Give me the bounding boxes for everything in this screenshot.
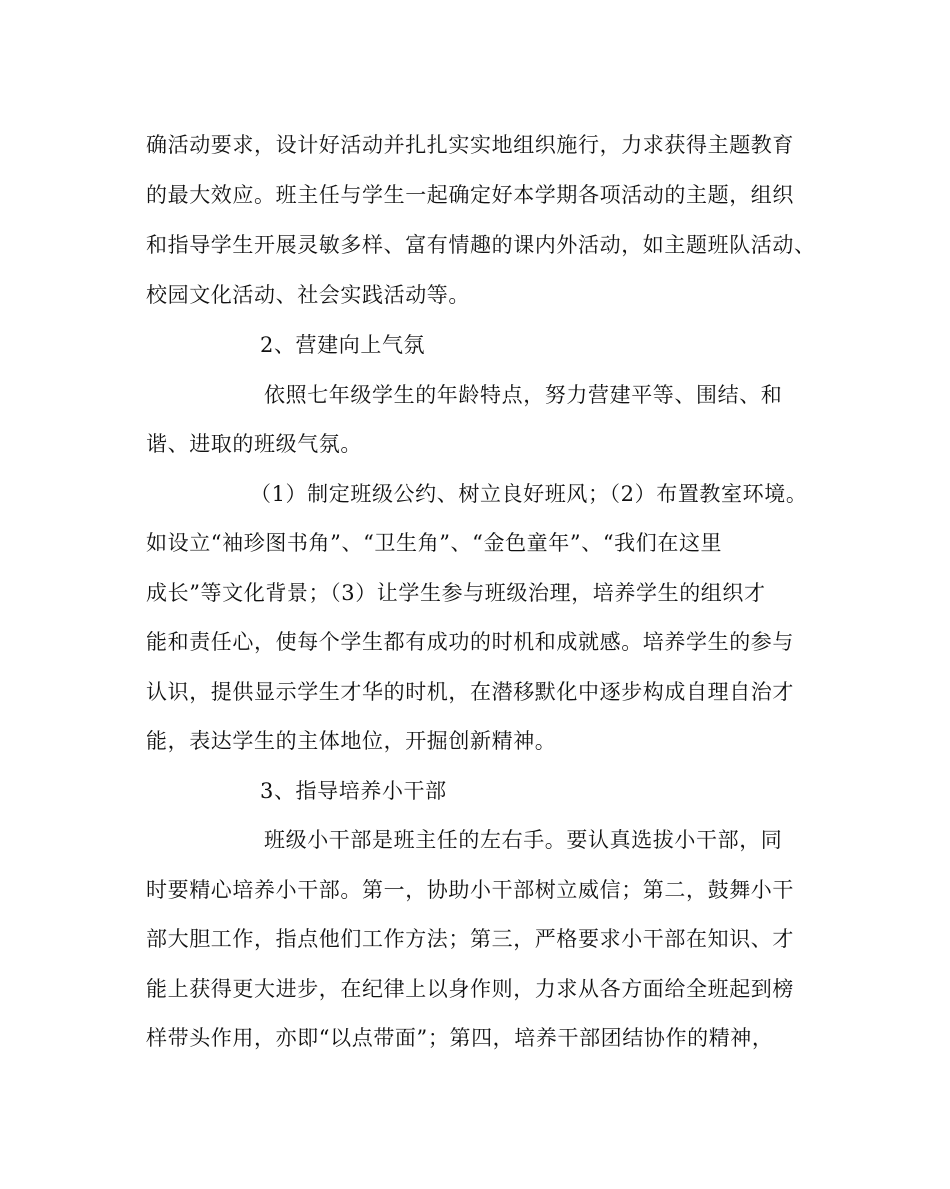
text-line: 校园文化活动、社会实践活动等。 bbox=[146, 283, 470, 307]
text-line: 的最大效应。班主任与学生一起确定好本学期各项活动的主题，组织 bbox=[146, 183, 794, 207]
text-line: 2、营建向上气氛 bbox=[260, 333, 426, 357]
text-line: 时要精心培养小干部。第一，协助小干部树立威信；第二，鼓舞小干 bbox=[146, 878, 794, 902]
text-line: 能和责任心，使每个学生都有成功的时机和成就感。培养学生的参与 bbox=[146, 630, 794, 654]
text-line: 成长”等文化背景；（3）让学生参与班级治理，培养学生的组织才 bbox=[146, 581, 766, 605]
text-line: 认识，提供显示学生才华的时机，在潜移默化中逐步构成自理自治才 bbox=[146, 680, 794, 704]
text-line: 能上获得更大进步，在纪律上以身作则，力求从各方面给全班起到榜 bbox=[146, 977, 794, 1001]
text-line: 依照七年级学生的年龄特点，努力营建平等、围结、和 bbox=[264, 383, 783, 407]
text-line: 如设立“袖珍图书角”、“卫生角”、“金色童年”、“我们在这里 bbox=[146, 531, 723, 555]
text-line: 班级小干部是班主任的左右手。要认真选拔小干部，同 bbox=[264, 828, 783, 852]
text-line: 能，表达学生的主体地位，开掘创新精神。 bbox=[146, 729, 557, 753]
text-line: 和指导学生开展灵敏多样、富有情趣的课内外活动，如主题班队活动、 bbox=[146, 233, 816, 257]
text-line: 3、指导培养小干部 bbox=[260, 779, 447, 803]
text-line: （1）制定班级公约、树立良好班风；（2）布置教室环境。 bbox=[250, 482, 808, 506]
text-line: 确活动要求，设计好活动并扎扎实实地组织施行，力求获得主题教育 bbox=[146, 133, 794, 157]
text-line: 样带头作用，亦即“以点带面”；第四，培养干部团结协作的精神， bbox=[146, 1026, 774, 1050]
text-line: 谐、进取的班级气氛。 bbox=[146, 432, 362, 456]
text-line: 部大胆工作，指点他们工作方法；第三，严格要求小干部在知识、才 bbox=[146, 927, 794, 951]
